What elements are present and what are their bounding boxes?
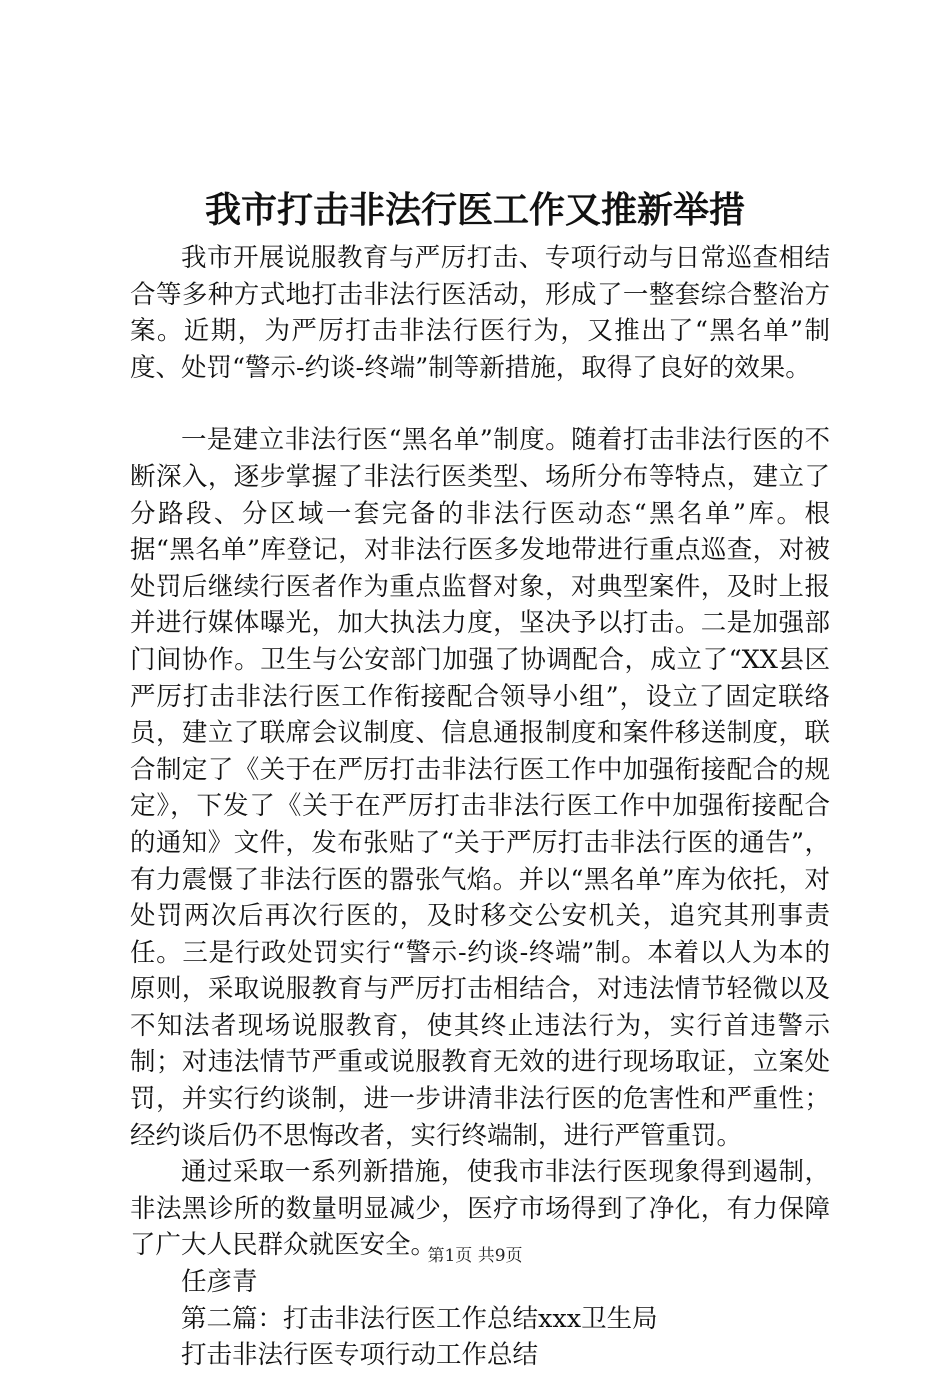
next-article-heading: 第二篇：打击非法行医工作总结xxx卫生局 [181, 1303, 658, 1334]
document-title: 我市打击非法行医工作又推新举措 [204, 189, 745, 231]
paragraph-intro: 我市开展说服教育与严厉打击、专项行动与日常巡查相结合等多种方式地打击非法行医活动，形成了一整套综合整治方案。近期，为严厉打击非法行医行为，又推出了“黑名单”制度、处罚“警示-约谈-终端”制等新措施，取得了良好的效果。 [130, 243, 830, 383]
document-body [130, 240, 830, 1374]
page-number: 第1页 共9页 [427, 1246, 523, 1266]
paragraph-results: 通过采取一系列新措施，使我市非法行医现象得到遏制，非法黑诊所的数量明显减少，医疗市场得到了净化，有力保障了广大人民群众就医安全。 [130, 1157, 830, 1261]
paragraph-measures: 一是建立非法行医“黑名单”制度。随着打击非法行医的不断深入，逐步掌握了非法行医类型、场所分布等特点，建立了分路段、分区域一套完备的非法行医动态“黑名单”库。根据“黑名单”库登记，对非法行医多发地带进行重点巡查，对被处罚后继续行医者作为重点监督对象，对典型案件，及时上报并进行媒体曝光，加大执法力度，坚决予以打击。二是加强部门间协作。卫生与公安部门加强了协调配合，成立了“XX县区严厉打击非法行医工作衔接配合领导小组”，设立了固定联络员，建立了联席会议制度、信息通报制度和案件移送制度，联合制定了《关于在严厉打击非法行医工作中加强衔接配合的规定》，下发了《关于在严厉打击非法行医工作中加强衔接配合的通知》文件，发布张贴了“关于严厉打击非法行医的通告”，有力震慑了非法行医的嚣张气焰。并以“黑名单”库为依托，对处罚两次后再次行医的，及时移交公安机关，追究其刑事责任。三是行政处罚实行“警示-约谈-终端”制。本着以人为本的原则，采取说服教育与严厉打击相结合，对违法情节轻微以及不知法者现场说服教育，使其终止违法行为，实行首违警示制；对违法情节严重或说服教育无效的进行现场取证，立案处罚，并实行约谈制，进一步讲清非法行医的危害性和严重性；经约谈后仍不思悔改者，实行终端制，进行严管重罚。 [130, 425, 830, 1151]
next-article-subheading: 打击非法行医专项行动工作总结 [181, 1340, 539, 1371]
author-name: 任彦青 [181, 1267, 258, 1298]
